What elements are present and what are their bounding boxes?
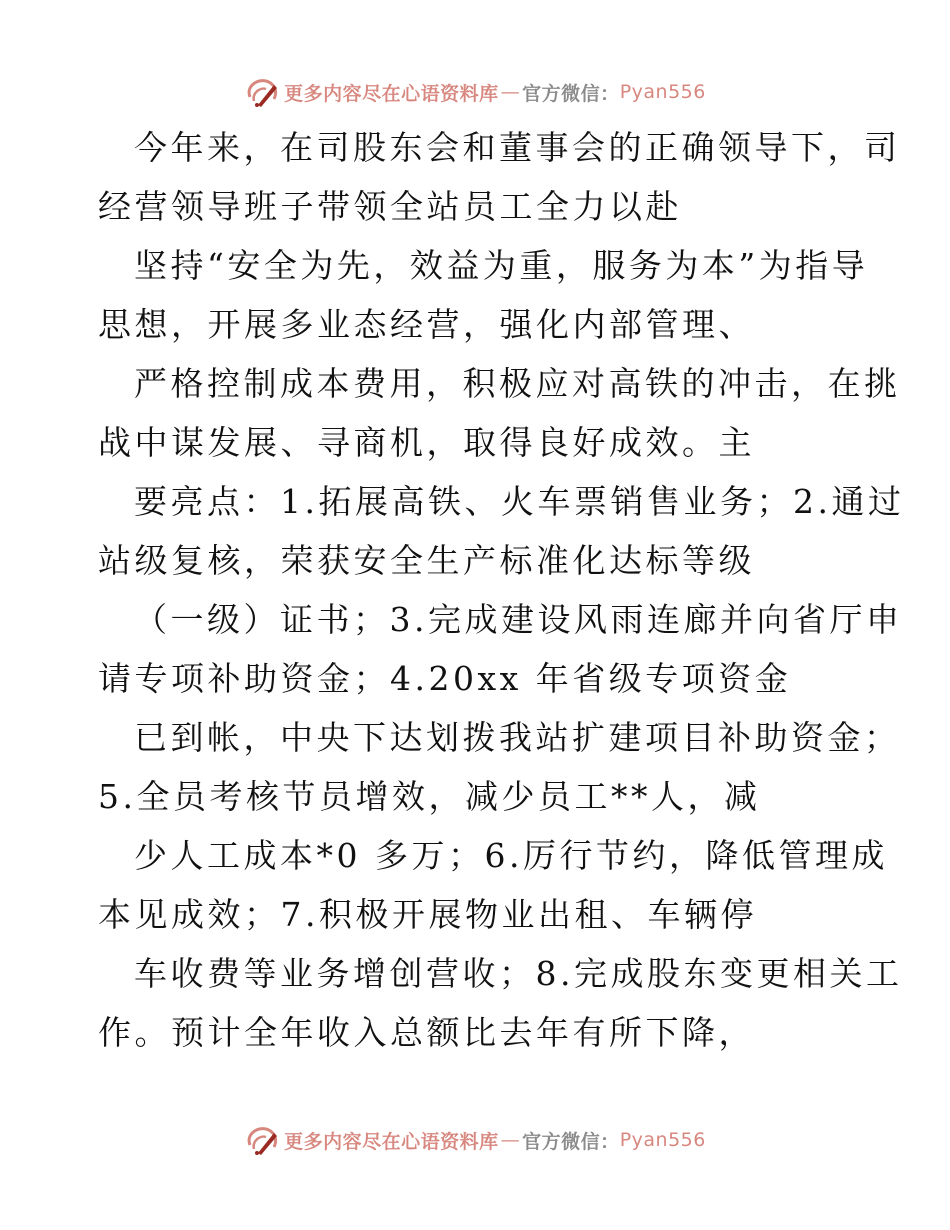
body-line-3: 坚持“安全为先，效益为重，服务为本”为指导 [134,246,869,285]
body-line-12: 5.全员考核节员增效，减少员工**人，减 [98,777,761,816]
quill-pen-swirl-icon [244,75,282,109]
watermark-dash: — [500,81,521,103]
watermark-label: 官方微信： [522,1130,620,1153]
body-line-1: 今年来，在司股东会和董事会的正确领导下，司 [134,128,901,167]
body-line-4: 思想，开展多业态经营，强化内部管理、 [98,305,755,344]
body-line-14: 本见成效；7.积极开展物业出租、车辆停 [98,895,757,934]
header-watermark [0,72,950,112]
body-line-16: 作。预计全年收入总额比去年有所下降， [98,1013,755,1052]
watermark-account: Pyan556 [619,1129,706,1151]
body-line-15: 车收费等业务增创营收；8.完成股东变更相关工 [134,954,903,993]
watermark-account: Pyan556 [619,81,706,103]
watermark-dash: — [500,1129,521,1151]
body-line-10: 请专项补助资金；4.20xx 年省级专项资金 [98,659,792,698]
body-line-2: 经营领导班子带领全站员工全力以赴 [98,187,682,226]
body-line-6: 战中谋发展、寻商机，取得良好成效。主 [98,423,755,462]
body-line-8: 站级复核，荣获安全生产标准化达标等级 [98,541,755,580]
document-body [98,118,905,1062]
body-line-11: 已到帐，中央下达划拨我站扩建项目补助资金； [134,718,901,757]
footer-watermark [0,1120,950,1160]
body-line-13: 少人工成本*0 多万；6.厉行节约，降低管理成 [134,836,888,875]
body-line-9: （一级）证书；3.完成建设风雨连廊并向省厅申 [134,600,903,639]
body-line-7: 要亮点：1.拓展高铁、火车票销售业务；2.通过 [134,482,905,521]
quill-pen-swirl-icon [244,1123,282,1157]
watermark-main-text: 更多内容尽在心语资料库 [284,82,499,105]
watermark-main-text: 更多内容尽在心语资料库 [284,1130,499,1153]
body-line-5: 严格控制成本费用，积极应对高铁的冲击，在挑 [134,364,901,403]
watermark-label: 官方微信： [522,82,620,105]
